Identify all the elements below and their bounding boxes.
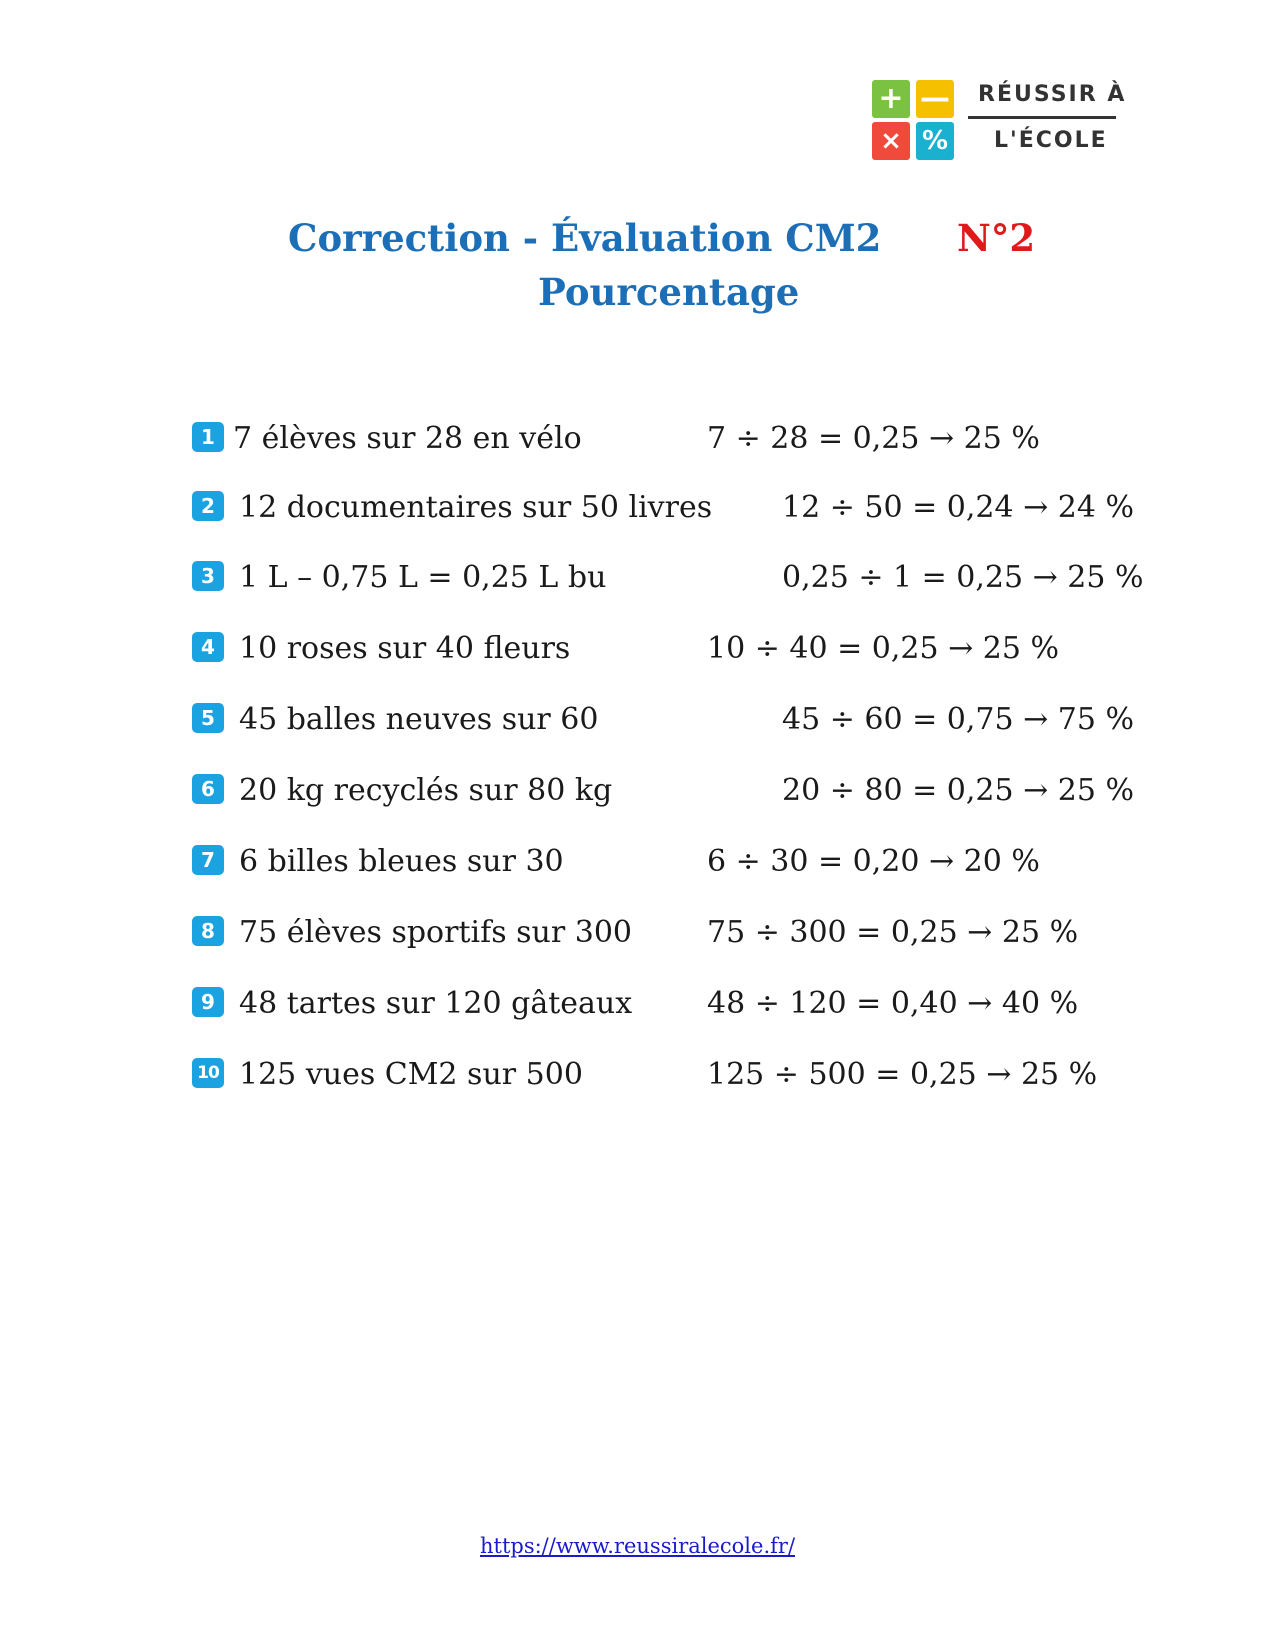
answer-text: 12 ÷ 50 = 0,24 → 24 % (782, 490, 1134, 525)
number-badge: 3 (192, 561, 224, 591)
answer-text: 10 ÷ 40 = 0,25 → 25 % (707, 631, 1059, 666)
question-text: 75 élèves sportifs sur 300 (239, 915, 632, 950)
question-text: 48 tartes sur 120 gâteaux (239, 986, 633, 1021)
list-item (0, 485, 1275, 531)
answer-text: 0,25 ÷ 1 = 0,25 → 25 % (782, 560, 1144, 595)
list-item (0, 697, 1275, 743)
question-text: 125 vues CM2 sur 500 (239, 1057, 583, 1092)
list-item (0, 555, 1275, 601)
list-item (0, 839, 1275, 885)
brand-name-line-2: L'ÉCOLE (994, 128, 1108, 153)
question-text: 12 documentaires sur 50 livres (239, 490, 713, 525)
minus-icon: — (916, 80, 954, 118)
plus-icon: + (872, 80, 910, 118)
question-text: 1 L – 0,75 L = 0,25 L bu (239, 560, 607, 595)
brand-divider (968, 116, 1116, 119)
answer-text: 7 ÷ 28 = 0,25 → 25 % (707, 421, 1040, 456)
page-title: Correction - Évaluation CM2 (288, 216, 882, 260)
footer (0, 1534, 1275, 1558)
times-icon: × (872, 122, 910, 160)
percent-icon: % (916, 122, 954, 160)
list-item (0, 981, 1275, 1027)
page-subtitle: Pourcentage (538, 270, 800, 314)
answer-text: 125 ÷ 500 = 0,25 → 25 % (707, 1057, 1098, 1092)
list-item (0, 1052, 1275, 1098)
number-badge: 8 (192, 916, 224, 946)
question-text: 7 élèves sur 28 en vélo (233, 421, 582, 456)
number-badge: 2 (192, 491, 224, 521)
number-badge: 1 (192, 422, 224, 452)
number-badge: 10 (192, 1058, 224, 1088)
list-item (0, 910, 1275, 956)
list-item (0, 416, 1275, 462)
number-badge: 5 (192, 703, 224, 733)
sheet-number: N°2 (957, 216, 1036, 260)
brand-name-line-1: RÉUSSIR À (978, 82, 1127, 107)
question-text: 6 billes bleues sur 30 (239, 844, 564, 879)
number-badge: 7 (192, 845, 224, 875)
number-badge: 9 (192, 987, 224, 1017)
list-item (0, 626, 1275, 672)
answer-text: 20 ÷ 80 = 0,25 → 25 % (782, 773, 1134, 808)
number-badge: 4 (192, 632, 224, 662)
number-badge: 6 (192, 774, 224, 804)
website-link[interactable]: https://www.reussiralecole.fr/ (479, 1534, 796, 1558)
question-text: 20 kg recyclés sur 80 kg (239, 773, 613, 808)
question-text: 10 roses sur 40 fleurs (239, 631, 571, 666)
answer-text: 75 ÷ 300 = 0,25 → 25 % (707, 915, 1079, 950)
answer-text: 6 ÷ 30 = 0,20 → 20 % (707, 844, 1040, 879)
brand-logo (872, 80, 1127, 160)
list-item (0, 768, 1275, 814)
answer-text: 45 ÷ 60 = 0,75 → 75 % (782, 702, 1134, 737)
answer-text: 48 ÷ 120 = 0,40 → 40 % (707, 986, 1079, 1021)
question-text: 45 balles neuves sur 60 (239, 702, 599, 737)
